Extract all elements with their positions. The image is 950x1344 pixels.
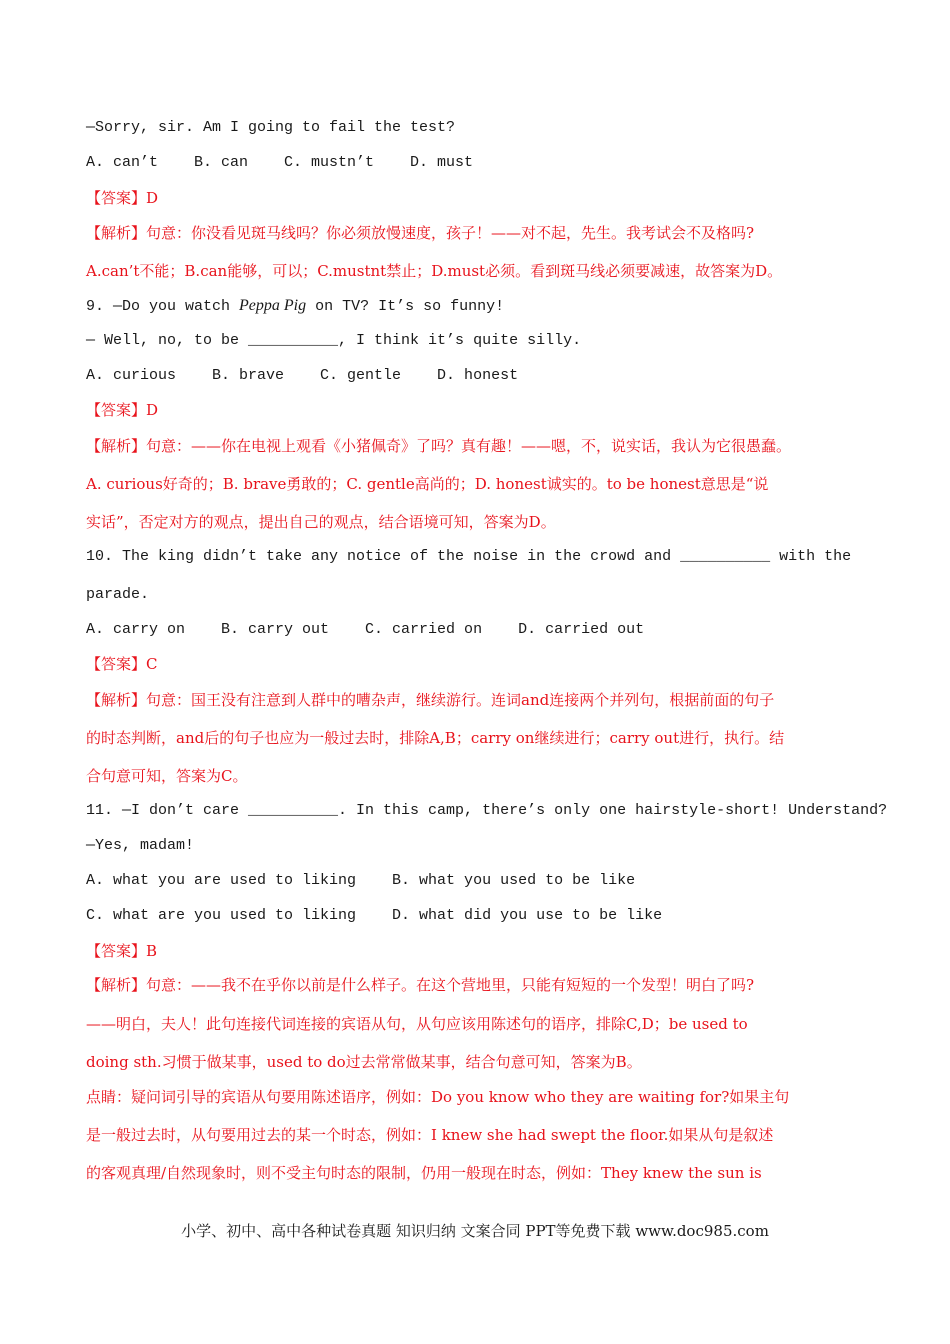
q11-options-cd: C. what are you used to liking D. what did you use to be like — [86, 907, 663, 924]
q11-analysis-cont: ——明白，夫人！此句连接代词连接的宾语从句，从句应该用陈述句的语序，排除C,D；be used to — [86, 1015, 748, 1033]
q10-answer: 【答案】C — [86, 655, 158, 673]
q10-analysis: 【解析】句意：国王没有注意到人群中的嘈杂声，继续游行。连词and连接两个并列句，根据前面的句子 — [86, 691, 775, 709]
q8-analysis-cont: A.can’t不能；B.can能够，可以；C.mustnt禁止；D.must必须。看到斑马线必须要减速，故答案为D。 — [86, 262, 783, 280]
q9-question-start: 9. —Do you watch — [86, 298, 240, 315]
q10-question: 10. The king didn’t take any notice of the noise in the crowd and __________ with the — [86, 548, 852, 565]
q9-analysis: 【解析】句意：——你在电视上观看《小猪佩奇》了吗？真有趣！——嗯，不，说实话，我认为它很愚蠢。 — [86, 437, 792, 455]
q9-question — [86, 296, 504, 317]
q9-analysis-cont: A. curious好奇的；B. brave勇敢的；C. gentle高尚的；D. honest诚实的。to be honest意思是“说 — [86, 475, 769, 493]
q10-options: A. carry on B. carry out C. carried on D. carried out — [86, 621, 645, 638]
q11-tip: 点睛：疑问词引导的宾语从句要用陈述语序，例如：Do you know who they are waiting for?如果主句 — [86, 1088, 790, 1106]
q9-analysis-cont2: 实话”，否定对方的观点，提出自己的观点，结合语境可知，答案为D。 — [86, 513, 556, 531]
q10-question-cont: parade. — [86, 586, 150, 603]
q8-dialogue-line: —Sorry, sir. Am I going to fail the test? — [86, 119, 456, 136]
q9-reply: — Well, no, to be __________, I think it’s quite silly. — [86, 332, 582, 349]
q11-tip-cont: 是一般过去时，从句要用过去的某一个时态，例如：I knew she had swept the floor.如果从句是叙述 — [86, 1126, 774, 1144]
q11-options-ab: A. what you are used to liking B. what you used to be like — [86, 872, 636, 889]
page-footer: 小学、初中、高中各种试卷真题 知识归纳 文案合同 PPT等免费下载 www.doc985.com — [181, 1222, 769, 1240]
q8-analysis: 【解析】句意：你没看见斑马线吗？你必须放慢速度，孩子！——对不起，先生。我考试会不及格吗? — [86, 224, 755, 242]
q9-show-title: Peppa Pig — [239, 297, 307, 314]
q8-options: A. can’t B. can C. mustn’t D. must — [86, 154, 474, 171]
q11-tip-cont2: 的客观真理/自然现象时，则不受主句时态的限制，仍用一般现在时态，例如：They knew the sun is — [86, 1164, 762, 1182]
q11-reply: —Yes, madam! — [86, 837, 195, 854]
q11-analysis-cont2: doing sth.习惯于做某事，used to do过去常常做某事，结合句意可知，答案为B。 — [86, 1053, 642, 1071]
q11-answer: 【答案】B — [86, 942, 158, 960]
q10-analysis-cont: 的时态判断，and后的句子也应为一般过去时，排除A,B；carry on继续进行；carry out进行，执行。结 — [86, 729, 785, 747]
q11-question: 11. —I don’t care __________. In this camp, there’s only one hairstyle-short! Understand? — [86, 802, 888, 819]
q8-answer: 【答案】D — [86, 189, 159, 207]
q10-analysis-cont2: 合句意可知，答案为C。 — [86, 767, 248, 785]
q9-answer: 【答案】D — [86, 401, 159, 419]
q11-analysis: 【解析】句意：——我不在乎你以前是什么样子。在这个营地里，只能有短短的一个发型！明白了吗? — [86, 976, 755, 994]
q9-options: A. curious B. brave C. gentle D. honest — [86, 367, 519, 384]
q9-question-end: on TV? It’s so funny! — [306, 298, 505, 315]
